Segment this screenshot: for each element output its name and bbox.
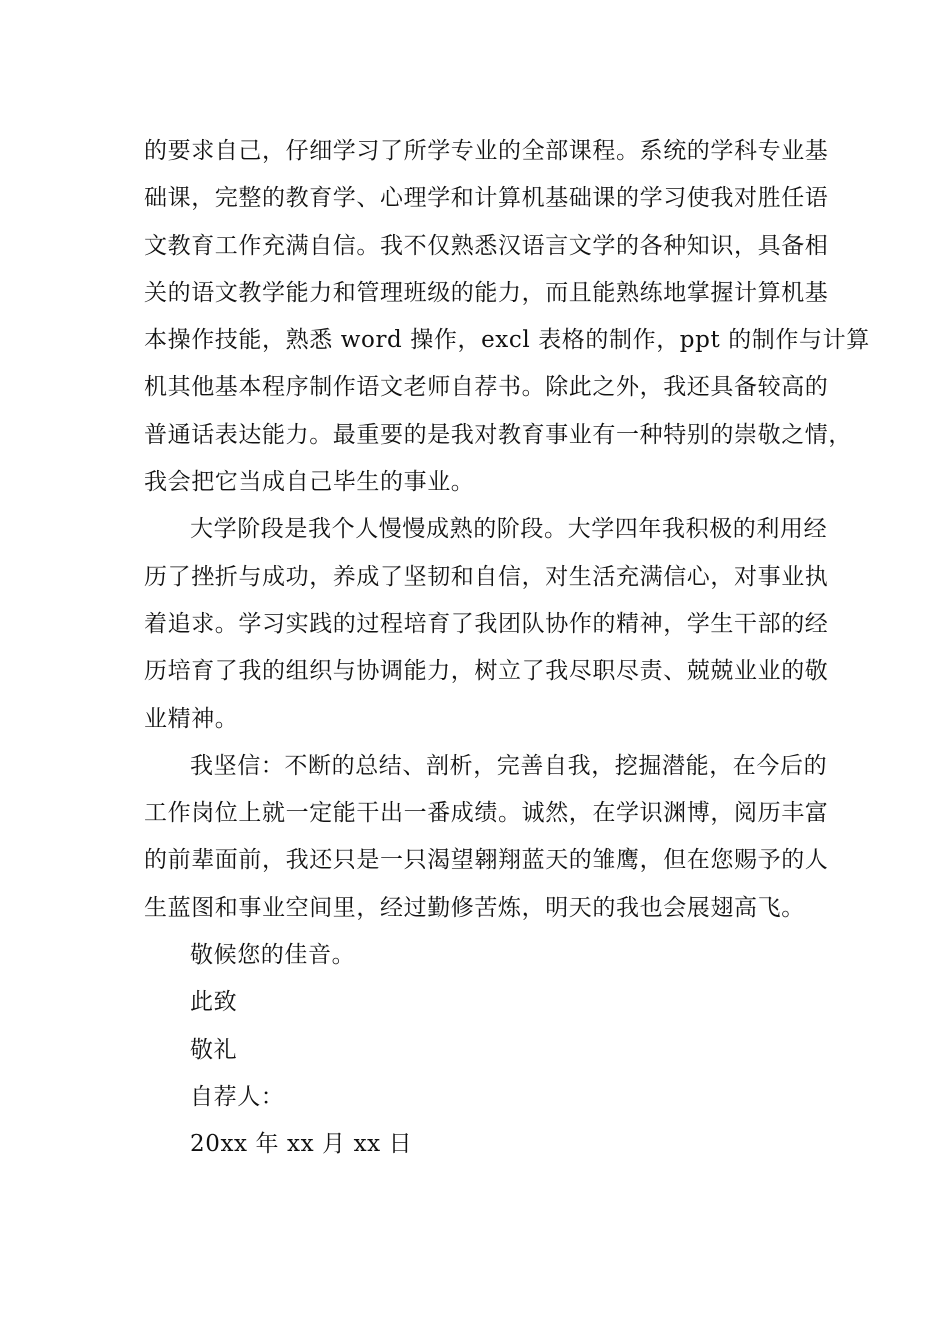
paragraph-line: 业精神。 (144, 705, 239, 732)
paragraph-line: 历培育了我的组织与协调能力，树立了我尽职尽责、兢兢业业的敬 (144, 658, 829, 685)
paragraph-line: 我坚信：不断的总结、剖析，完善自我，挖掘潜能，在今后的 (190, 752, 828, 779)
paragraph-line: 着追求。学习实践的过程培育了我团队协作的精神，学生干部的经 (144, 610, 829, 637)
paragraph-line: 本操作技能，熟悉 word 操作，excl 表格的制作，ppt 的制作与计算 (144, 327, 870, 354)
paragraph-line: 历了挫折与成功，养成了坚韧和自信，对生活充满信心，对事业执 (144, 563, 829, 590)
paragraph-line: 机其他基本程序制作语文老师自荐书。除此之外，我还具备较高的 (144, 374, 829, 401)
salutation-line: 敬礼 (190, 1036, 238, 1063)
paragraph-line: 普通话表达能力。最重要的是我对教育事业有一种特别的崇敬之情， (144, 421, 852, 448)
paragraph-line: 的前辈面前，我还只是一只渴望翱翔蓝天的雏鹰，但在您赐予的人 (144, 847, 829, 874)
letter-body (144, 128, 870, 1169)
paragraph-line: 础课，完整的教育学、心理学和计算机基础课的学习使我对胜任语 (144, 185, 829, 212)
salutation-line: 此致 (190, 989, 238, 1016)
closing-line: 敬候您的佳音。 (190, 942, 356, 969)
paragraph-line: 大学阶段是我个人慢慢成熟的阶段。大学四年我积极的利用经 (190, 516, 828, 543)
signature-label: 自荐人： (190, 1083, 285, 1110)
paragraph-line: 我会把它当成自己毕生的事业。 (144, 469, 475, 496)
paragraph-line: 文教育工作充满自信。我不仅熟悉汉语言文学的各种知识，具备相 (144, 232, 829, 259)
paragraph-line: 生蓝图和事业空间里，经过勤修苦炼，明天的我也会展翅高飞。 (144, 894, 805, 921)
paragraph-line: 的要求自己，仔细学习了所学专业的全部课程。系统的学科专业基 (144, 138, 829, 164)
paragraph-line: 关的语文教学能力和管理班级的能力，而且能熟练地掌握计算机基 (144, 279, 829, 306)
paragraph-line: 工作岗位上就一定能干出一番成绩。诚然，在学识渊博，阅历丰富 (144, 800, 829, 827)
date-line: 20xx 年 xx 月 xx 日 (190, 1131, 413, 1158)
